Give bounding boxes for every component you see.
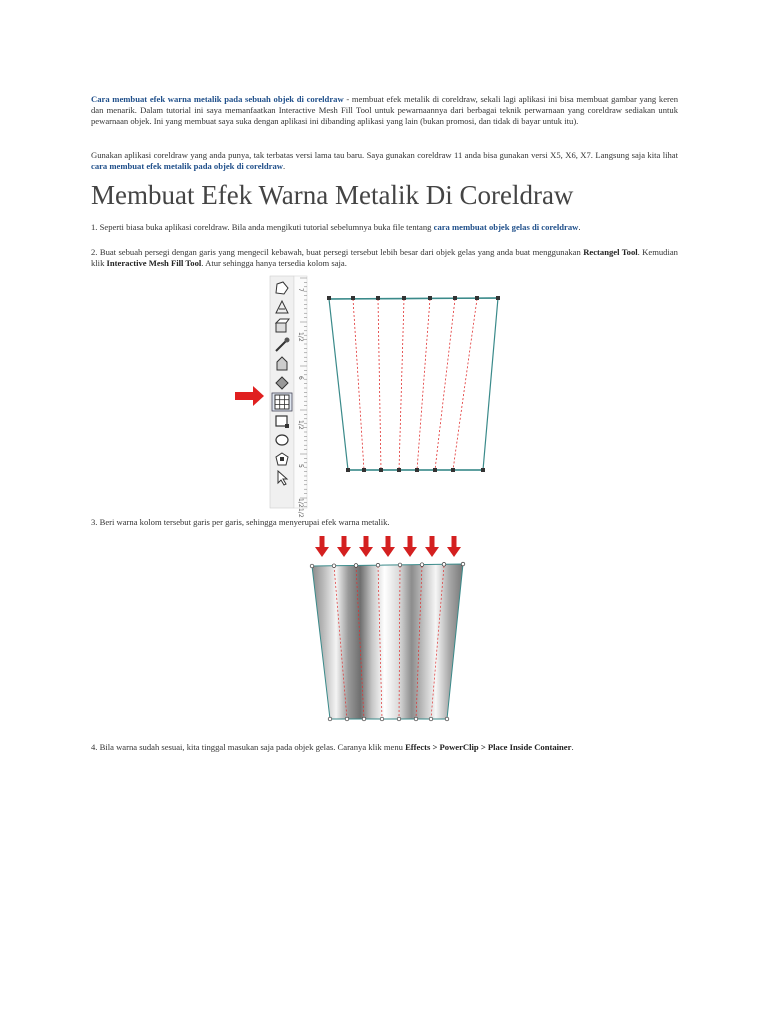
step-2-text-a: 2. Buat sebuah persegi dengan garis yang mengecil kebawah, buat persegi tersebut lebih besar dari objek gelas yang anda buat menggunakan — [91, 247, 584, 257]
step-2-text-c: . Atur sehingga hanya tersedia kolom saja. — [201, 257, 347, 268]
metallic-shape — [310, 562, 465, 721]
mesh-node[interactable] — [453, 296, 457, 300]
mesh-node[interactable] — [327, 296, 331, 300]
ruler-label: 1/2 — [297, 420, 304, 430]
ruler-label: 5 — [297, 464, 304, 468]
mesh-node[interactable] — [345, 717, 349, 721]
mesh-rectangle — [327, 296, 500, 472]
mesh-node[interactable] — [379, 468, 383, 472]
mesh-node[interactable] — [380, 717, 384, 721]
mesh-node[interactable] — [310, 564, 314, 568]
mesh-node[interactable] — [362, 468, 366, 472]
step-2-mesh-tool: Interactive Mesh Fill Tool — [106, 257, 202, 268]
mesh-node[interactable] — [376, 563, 380, 567]
mesh-node[interactable] — [362, 717, 366, 721]
mesh-fill-tool-icon[interactable] — [272, 393, 292, 411]
mesh-node[interactable] — [351, 296, 355, 300]
versions-link[interactable]: cara membuat efek metalik pada objek di coreldraw — [91, 160, 283, 171]
down-arrow-icon — [447, 536, 461, 557]
ruler-label: 1/2 — [297, 332, 304, 342]
down-arrows — [315, 536, 461, 557]
ruler-label: 6 — [297, 376, 304, 380]
down-arrow-icon — [403, 536, 417, 557]
step-1-paragraph — [91, 222, 678, 233]
intro-link[interactable]: Cara membuat efek warna metalik pada sebuah objek di coreldraw — [91, 94, 344, 104]
mesh-node[interactable] — [442, 563, 446, 567]
step-1-end: . — [578, 222, 581, 232]
mesh-node[interactable] — [420, 563, 424, 567]
down-arrow-icon — [381, 536, 395, 557]
versions-end: . — [283, 160, 286, 171]
mesh-node[interactable] — [496, 296, 500, 300]
mesh-node[interactable] — [328, 717, 332, 721]
figure-metallic-result — [305, 535, 467, 723]
mesh-node[interactable] — [354, 564, 358, 568]
mesh-node[interactable] — [461, 562, 465, 566]
step-2-paragraph — [91, 247, 678, 269]
step-4-paragraph — [91, 742, 678, 753]
mesh-node[interactable] — [433, 468, 437, 472]
ruler-label: 1/2 — [297, 508, 304, 518]
ruler-label: 1/2 — [297, 498, 304, 508]
mesh-node[interactable] — [398, 563, 402, 567]
step-4-menu-path: Effects > PowerClip > Place Inside Container — [405, 742, 572, 752]
ruler-label: 7 — [297, 288, 304, 292]
mesh-node[interactable] — [332, 564, 336, 568]
step-3-paragraph: 3. Beri warna kolom tersebut garis per garis, sehingga menyerupai efek warna metalik. — [91, 517, 390, 527]
step-1-text: 1. Seperti biasa buka aplikasi coreldraw. Bila anda mengikuti tutorial sebelumnya buka file tentang — [91, 222, 434, 232]
page-title: Membuat Efek Warna Metalik Di Coreldraw — [91, 180, 574, 210]
step-2-rectangle-tool: Rectangel Tool — [583, 247, 638, 257]
step-4-end: . — [571, 742, 574, 752]
step-4-text: 4. Bila warna sudah sesuai, kita tinggal masukan saja pada objek gelas. Caranya klik menu — [91, 742, 406, 752]
step-2-text-b: . Kemudian klik — [91, 247, 678, 268]
versions-text: Gunakan aplikasi coreldraw yang anda punya, tak terbatas versi lama tau baru. Saya gunakan coreldraw 11 anda bisa gunakan versi X5, X6, X7. Langsung saja kita lihat — [91, 150, 678, 160]
mesh-node[interactable] — [481, 468, 485, 472]
mesh-node[interactable] — [376, 296, 380, 300]
mesh-node[interactable] — [415, 468, 419, 472]
mesh-node[interactable] — [428, 296, 432, 300]
mesh-node[interactable] — [397, 717, 401, 721]
rectangle-tool-icon[interactable] — [276, 416, 289, 428]
intro-text: - membuat efek metalik di coreldraw, sekali lagi aplikasi ini bisa membuat gambar yang keren dan menarik. Dalam tutorial ini saya memanfaatkan Interactive Mesh Fill Tool untuk pewarnaannya dari berbagai teknik perwarnaan yang coreldraw sediakan untuk pewarnaan objek. Ini yang membuat saya suka dengan aplikasi ini dibanding aplikasi yang lain (bukan promosi, dan tidak di bayar untuk itu). — [91, 94, 678, 126]
versions-paragraph — [91, 150, 678, 172]
intro-paragraph — [91, 94, 678, 126]
toolbox-panel — [270, 276, 307, 508]
down-arrow-icon — [359, 536, 373, 557]
down-arrow-icon — [425, 536, 439, 557]
down-arrow-icon — [337, 536, 351, 557]
step-1-link[interactable]: cara membuat objek gelas di coreldraw — [433, 222, 579, 232]
figure-mesh-setup — [233, 276, 505, 518]
mesh-node[interactable] — [402, 296, 406, 300]
mesh-node[interactable] — [445, 717, 449, 721]
ellipse-tool-icon[interactable] — [276, 435, 288, 445]
down-arrow-icon — [315, 536, 329, 557]
mesh-node[interactable] — [397, 468, 401, 472]
mesh-node[interactable] — [429, 717, 433, 721]
mesh-node[interactable] — [451, 468, 455, 472]
mesh-node[interactable] — [414, 717, 418, 721]
mesh-node[interactable] — [475, 296, 479, 300]
mesh-node[interactable] — [346, 468, 350, 472]
